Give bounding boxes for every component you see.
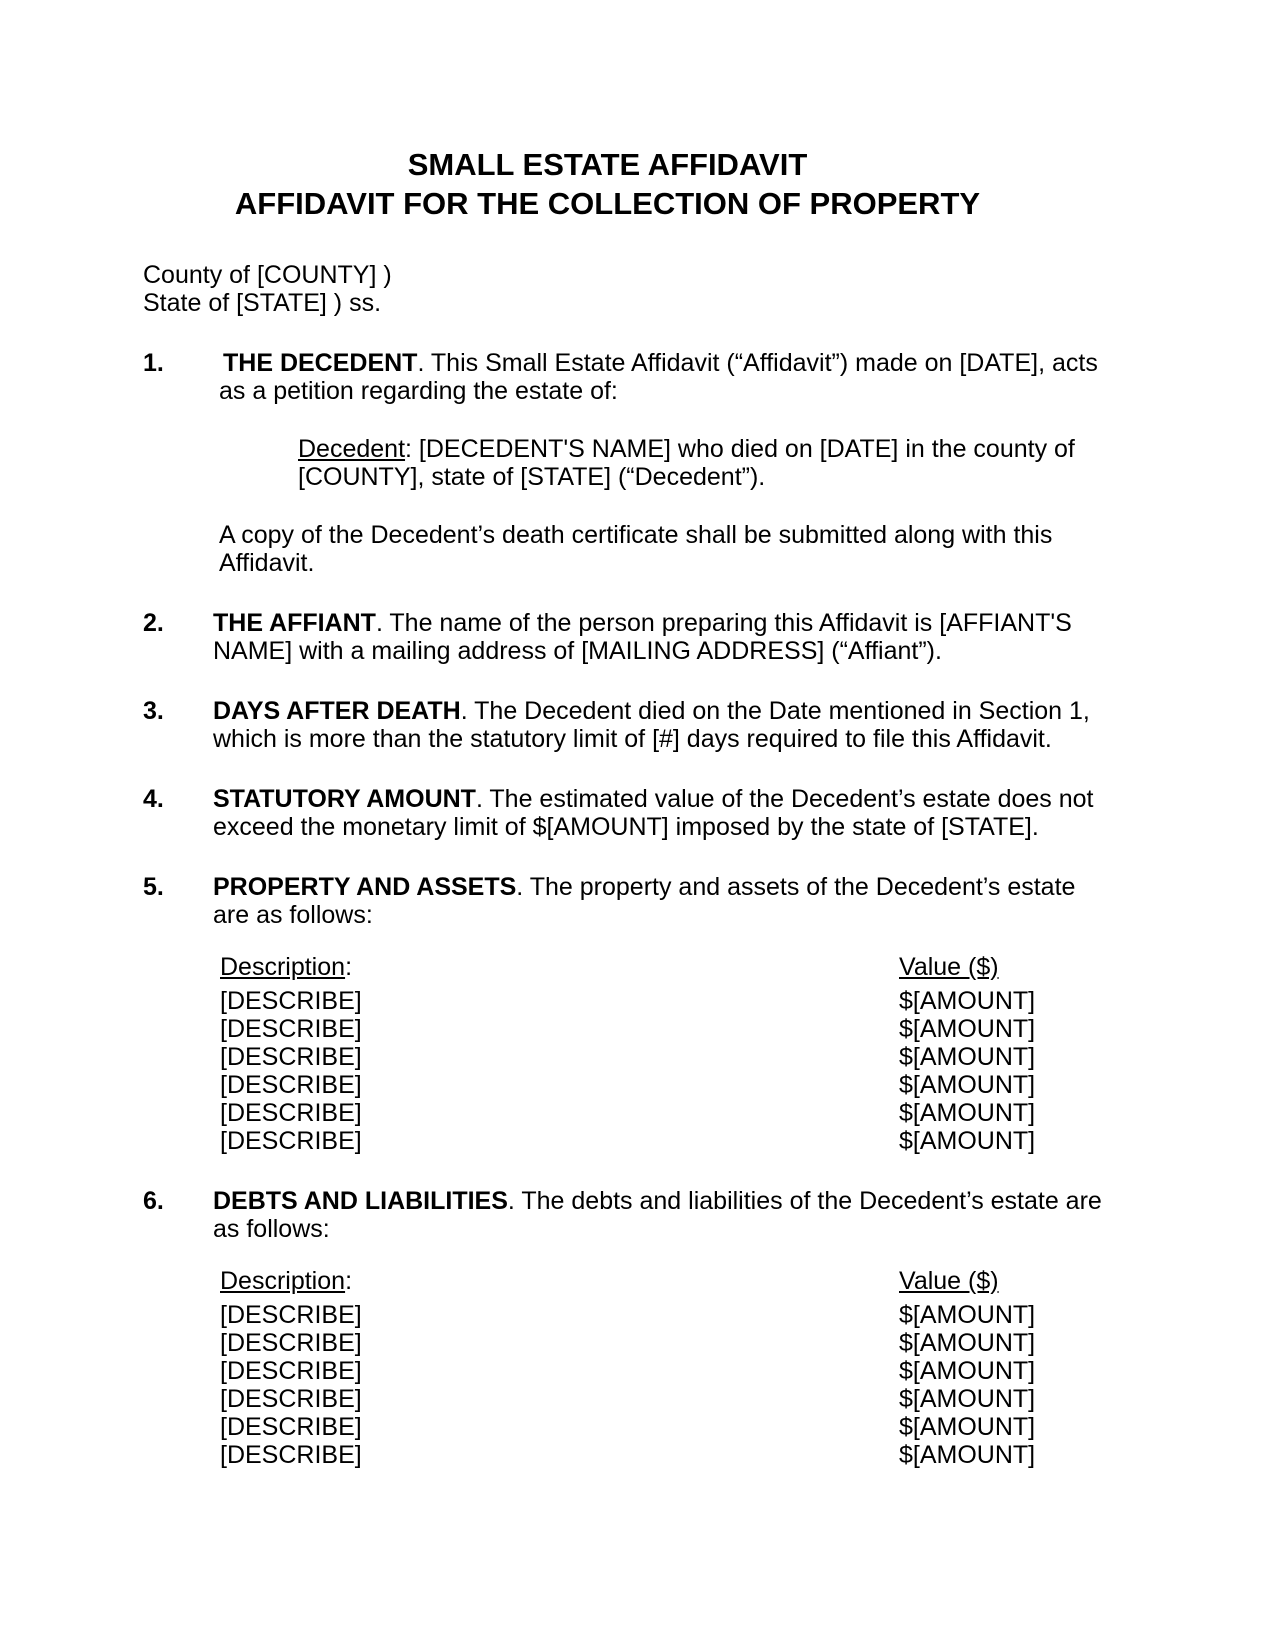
asset-value: $[AMOUNT] — [899, 987, 1036, 1015]
section-paragraph — [219, 349, 1118, 405]
section-statutory-amount — [143, 785, 1275, 841]
asset-value: $[AMOUNT] — [899, 1071, 1036, 1099]
debt-value: $[AMOUNT] — [899, 1329, 1036, 1357]
section-heading: THE AFFIANT — [213, 609, 376, 637]
debt-description: [DESCRIBE] — [220, 1357, 362, 1385]
decedent-label: Decedent — [298, 435, 406, 463]
section-body — [213, 873, 1118, 1155]
section-text: . The estimated value of the Decedent’s estate does not exceed the monetary limit of $[AMOUNT] imposed by the state of [STATE]. — [213, 785, 1094, 841]
section-paragraph — [213, 609, 1118, 665]
asset-description: [DESCRIBE] — [220, 987, 362, 1015]
section-number: 1. — [143, 349, 164, 377]
debt-value: $[AMOUNT] — [899, 1385, 1036, 1413]
debt-row — [220, 1441, 1118, 1469]
debt-description: [DESCRIBE] — [220, 1301, 362, 1329]
debt-row — [220, 1329, 1118, 1357]
debt-description: [DESCRIBE] — [220, 1329, 362, 1357]
assets-table — [220, 953, 1118, 1155]
section-heading: STATUTORY AMOUNT — [213, 785, 476, 813]
debt-description: [DESCRIBE] — [220, 1385, 362, 1413]
description-header-label: Description — [220, 953, 346, 981]
description-header-colon: : — [345, 1267, 353, 1295]
description-column-header — [220, 953, 899, 981]
asset-value: $[AMOUNT] — [899, 1099, 1036, 1127]
section-heading: DAYS AFTER DEATH — [213, 697, 461, 725]
section-heading: PROPERTY AND ASSETS — [213, 873, 517, 901]
state-line: State of [STATE] ) ss. — [143, 289, 382, 317]
value-column-header — [899, 953, 999, 981]
assets-table-header — [220, 953, 1118, 981]
asset-description: [DESCRIBE] — [220, 1043, 362, 1071]
title-line-2: AFFIDAVIT FOR THE COLLECTION OF PROPERTY — [234, 186, 981, 221]
section-days-after-death — [143, 697, 1275, 753]
decedent-paragraph — [219, 435, 1118, 491]
asset-row — [220, 1071, 1118, 1099]
section-property-and-assets — [143, 873, 1275, 1155]
asset-description: [DESCRIBE] — [220, 1071, 362, 1099]
section-text: . The Decedent died on the Date mentioned in Section 1, which is more than the statutory limit of [#] days required to file this Affidavit. — [213, 697, 1090, 753]
death-certificate-paragraph: A copy of the Decedent’s death certificate shall be submitted along with this Affidavit. — [219, 521, 1053, 577]
section-number: 6. — [143, 1187, 164, 1215]
section-paragraph — [213, 1187, 1118, 1243]
description-column-header — [220, 1267, 899, 1295]
asset-row — [220, 1015, 1118, 1043]
debt-row — [220, 1413, 1118, 1441]
venue-block — [143, 261, 1048, 317]
asset-value: $[AMOUNT] — [899, 1043, 1036, 1071]
county-line: County of [COUNTY] ) — [143, 261, 392, 289]
asset-row — [220, 1127, 1118, 1155]
section-debts-and-liabilities — [143, 1187, 1275, 1469]
section-text: . The debts and liabilities of the Decedent’s estate are as follows: — [213, 1187, 1102, 1243]
section-body — [213, 1187, 1118, 1469]
section-body — [219, 349, 1118, 577]
asset-description: [DESCRIBE] — [220, 1099, 362, 1127]
debt-row — [220, 1385, 1118, 1413]
value-header-label: Value ($) — [899, 953, 999, 981]
asset-value: $[AMOUNT] — [899, 1015, 1036, 1043]
asset-row — [220, 1043, 1118, 1071]
debt-row — [220, 1301, 1118, 1329]
section-number: 2. — [143, 609, 164, 637]
section-heading: DEBTS AND LIABILITIES — [213, 1187, 508, 1215]
description-header-colon: : — [345, 953, 353, 981]
section-heading: THE DECEDENT — [223, 349, 418, 377]
debts-table-header — [220, 1267, 1118, 1295]
value-header-label: Value ($) — [899, 1267, 999, 1295]
section-paragraph — [213, 873, 1118, 929]
asset-value: $[AMOUNT] — [899, 1127, 1036, 1155]
description-header-label: Description — [220, 1267, 346, 1295]
debts-table — [220, 1267, 1118, 1469]
debt-description: [DESCRIBE] — [220, 1413, 362, 1441]
asset-row — [220, 987, 1118, 1015]
decedent-text: : [DECEDENT'S NAME] who died on [DATE] in the county of [COUNTY], state of [STATE] (“Decedent”). — [298, 435, 1075, 491]
section-paragraph — [213, 785, 1118, 841]
section-body — [213, 609, 1118, 665]
section-number: 5. — [143, 873, 164, 901]
asset-description: [DESCRIBE] — [220, 1127, 362, 1155]
debt-row — [220, 1357, 1118, 1385]
debt-value: $[AMOUNT] — [899, 1357, 1036, 1385]
section-body — [213, 785, 1118, 841]
section-number: 4. — [143, 785, 164, 813]
debt-value: $[AMOUNT] — [899, 1301, 1036, 1329]
section-text: . This Small Estate Affidavit (“Affidavit”) made on [DATE], acts as a petition regarding the estate of: — [219, 349, 1098, 405]
asset-row — [220, 1099, 1118, 1127]
section-body — [213, 697, 1118, 753]
debt-description: [DESCRIBE] — [220, 1441, 362, 1469]
value-column-header — [899, 1267, 999, 1295]
section-the-affiant — [143, 609, 1275, 665]
section-text: . The name of the person preparing this Affidavit is [AFFIANT'S NAME] with a mailing address of [MAILING ADDRESS] (“Affiant”). — [213, 609, 1072, 665]
section-text: . The property and assets of the Decedent’s estate are as follows: — [213, 873, 1076, 929]
section-number: 3. — [143, 697, 164, 725]
section-paragraph — [213, 697, 1118, 753]
title-line-1: SMALL ESTATE AFFIDAVIT — [407, 147, 808, 182]
document-title — [143, 0, 1072, 223]
debt-value: $[AMOUNT] — [899, 1413, 1036, 1441]
debt-value: $[AMOUNT] — [899, 1441, 1036, 1469]
asset-description: [DESCRIBE] — [220, 1015, 362, 1043]
section-the-decedent — [143, 349, 1275, 577]
